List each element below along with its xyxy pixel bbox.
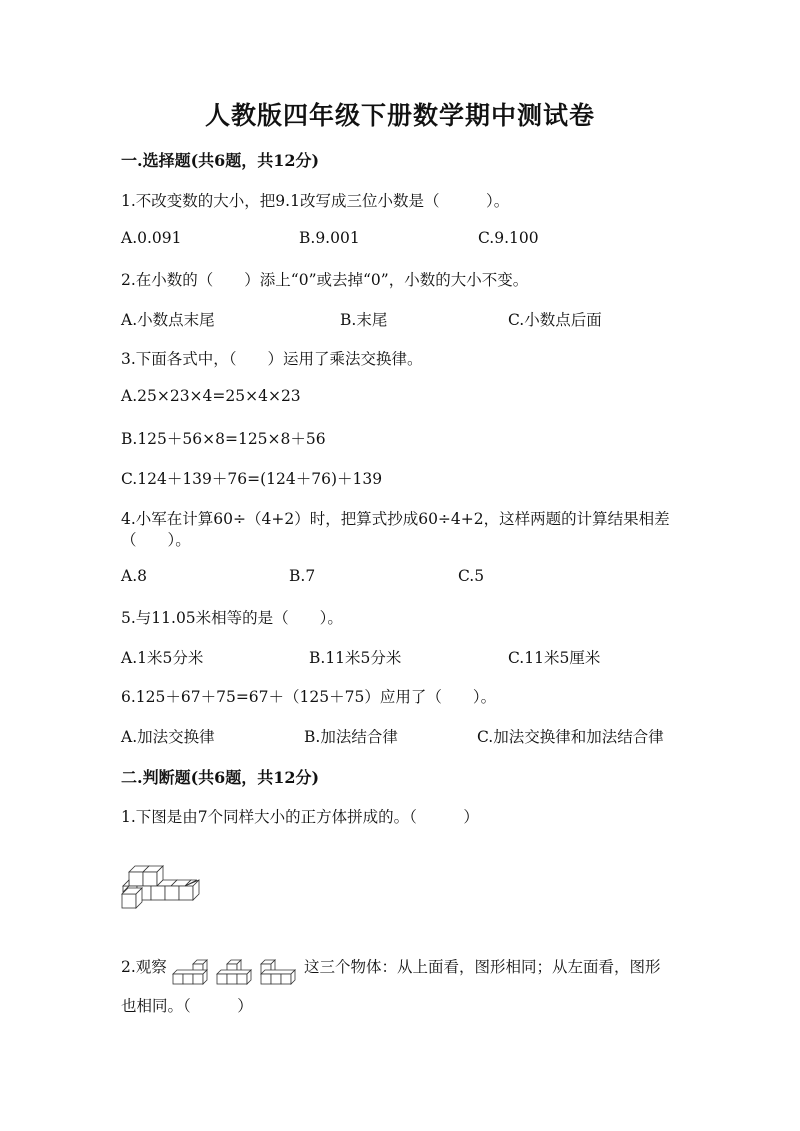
option-a: A.25×23×4=25×4×23 [121,387,301,405]
object-3 [261,960,295,984]
question-stem: 3.下面各式中，（ ）运用了乘法交换律。 [121,350,423,368]
cube-arrangement-figure [120,860,204,912]
question-stem-continued: （ ）。 [121,531,191,549]
question-stem: 5.与11.05米相等的是（ ）。 [121,609,343,627]
option-c: C.5 [458,567,485,585]
option-a: A.小数点末尾 [121,311,215,329]
question-stem: 1.不改变数的大小，把9.1改写成三位小数是（ ）。 [121,192,510,210]
option-a: A.0.091 [121,229,182,247]
option-a: A.1米5分米 [121,649,204,667]
option-b: B.末尾 [340,311,388,329]
option-b: B.11米5分米 [309,649,402,667]
question-stem: 6.125＋67＋75=67＋（125＋75）应用了（ ）。 [121,688,497,706]
option-a: A.加法交换律 [121,728,215,746]
question-stem-prefix: 2.观察 [121,958,167,976]
option-a: A.8 [121,567,147,585]
option-b: B.125＋56×8=125×8＋56 [121,430,326,448]
page-title: 人教版四年级下册数学期中测试卷 [204,101,595,130]
question-stem-continued: 也相同。（ ） [121,997,253,1015]
option-b: B.7 [289,567,316,585]
question-stem: 2.在小数的（ ）添上“0”或去掉“0”，小数的大小不变。 [121,271,529,289]
option-c: C.124＋139＋76=(124＋76)＋139 [121,470,383,488]
option-c: C.11米5厘米 [508,649,601,667]
option-b: B.加法结合律 [304,728,398,746]
option-c: C.加法交换律和加法结合律 [477,728,664,746]
option-b: B.9.001 [299,229,360,247]
option-c: C.小数点后面 [508,311,602,329]
section-heading-choice: 一.选择题(共6题，共12分) [121,151,320,170]
question-stem: 4.小军在计算60÷（4+2）时，把算式抄成60÷4+2，这样两题的计算结果相差 [121,510,670,528]
section-heading-judgment: 二.判断题(共6题，共12分) [121,768,320,787]
object-2 [217,960,251,984]
option-c: C.9.100 [478,229,539,247]
three-objects-figure [170,958,302,992]
question-stem-suffix: 这三个物体：从上面看，图形相同；从左面看，图形 [304,958,661,976]
question-stem: 1.下图是由7个同样大小的正方体拼成的。（ ） [121,808,479,826]
object-1 [173,960,207,984]
